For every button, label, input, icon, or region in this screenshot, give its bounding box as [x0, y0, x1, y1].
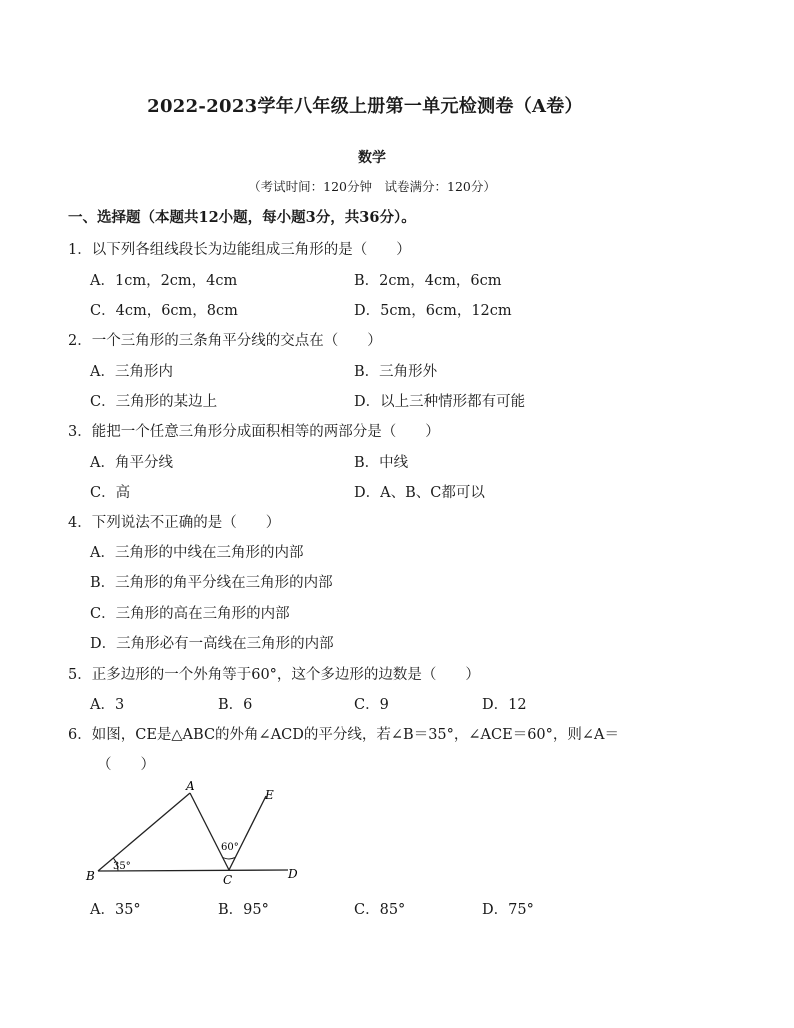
- question-3-option-d[interactable]: D．A、B、C都可以: [354, 485, 485, 501]
- label-c: C: [223, 873, 233, 887]
- exam-title: 2022-2023学年八年级上册第一单元检测卷（A卷）: [147, 96, 583, 117]
- question-2-option-a[interactable]: A．三角形内: [90, 364, 173, 380]
- subject-label: 数学: [358, 150, 386, 166]
- question-4-option-a[interactable]: A．三角形的中线在三角形的内部: [90, 545, 304, 561]
- label-b: B: [86, 869, 95, 883]
- question-4-stem: 4．下列说法不正确的是（ ）: [68, 515, 281, 531]
- label-a: A: [186, 779, 195, 793]
- section-heading: 一、选择题（本题共12小题，每小题3分，共36分）。: [68, 209, 416, 226]
- question-4-option-c[interactable]: C．三角形的高在三角形的内部: [90, 606, 290, 622]
- question-6-stem: 6．如图，CE是△ABC的外角∠ACD的平分线，若∠B＝35°，∠ACE＝60°，则∠A＝: [68, 727, 620, 743]
- question-3-stem: 3．能把一个任意三角形分成面积相等的两部分是（ ）: [68, 424, 440, 440]
- question-6-option-b[interactable]: B．95°: [218, 902, 269, 918]
- line-ba: [98, 793, 190, 871]
- question-2-option-c[interactable]: C．三角形的某边上: [90, 394, 218, 410]
- question-5-option-d[interactable]: D．12: [482, 697, 527, 713]
- line-ac: [190, 793, 229, 870]
- exam-info: （考试时间：120分钟 试卷满分：120分）: [248, 179, 496, 194]
- question-5-option-c[interactable]: C．9: [354, 697, 389, 713]
- question-5-option-a[interactable]: A．3: [90, 697, 125, 713]
- question-5-stem: 5．正多边形的一个外角等于60°，这个多边形的边数是（ ）: [68, 667, 480, 683]
- question-3-option-a[interactable]: A．角平分线: [90, 455, 173, 471]
- question-1-option-b[interactable]: B．2cm，4cm，6cm: [354, 273, 502, 289]
- question-4-option-b[interactable]: B．三角形的角平分线在三角形的内部: [90, 575, 333, 591]
- question-2-option-b[interactable]: B．三角形外: [354, 364, 438, 380]
- question-6-option-a[interactable]: A．35°: [90, 902, 141, 918]
- angle-b-label: 35°: [113, 861, 131, 872]
- question-1-option-d[interactable]: D．5cm，6cm，12cm: [354, 303, 512, 319]
- question-5-option-b[interactable]: B．6: [218, 697, 253, 713]
- label-d: D: [288, 867, 298, 881]
- question-6-option-d[interactable]: D．75°: [482, 902, 534, 918]
- angle-ace-label: 60°: [221, 842, 239, 853]
- question-1-option-a[interactable]: A．1cm，2cm，4cm: [90, 273, 238, 289]
- angle-ace-arc: [222, 857, 235, 859]
- question-1-stem: 1．以下列各组线段长为边能组成三角形的是（ ）: [68, 242, 411, 258]
- question-3-option-c[interactable]: C．高: [90, 485, 131, 501]
- question-6-stem-continued: （ ）: [97, 757, 155, 773]
- question-6-option-c[interactable]: C．85°: [354, 902, 406, 918]
- triangle-figure: [84, 778, 324, 888]
- question-2-stem: 2．一个三角形的三条角平分线的交点在（ ）: [68, 333, 382, 349]
- question-3-option-b[interactable]: B．中线: [354, 455, 409, 471]
- question-4-option-d[interactable]: D．三角形必有一高线在三角形的内部: [90, 636, 334, 652]
- question-2-option-d[interactable]: D．以上三种情形都有可能: [354, 394, 526, 410]
- label-e: E: [265, 788, 274, 802]
- question-1-option-c[interactable]: C．4cm，6cm，8cm: [90, 303, 238, 319]
- ray-ce: [229, 796, 266, 870]
